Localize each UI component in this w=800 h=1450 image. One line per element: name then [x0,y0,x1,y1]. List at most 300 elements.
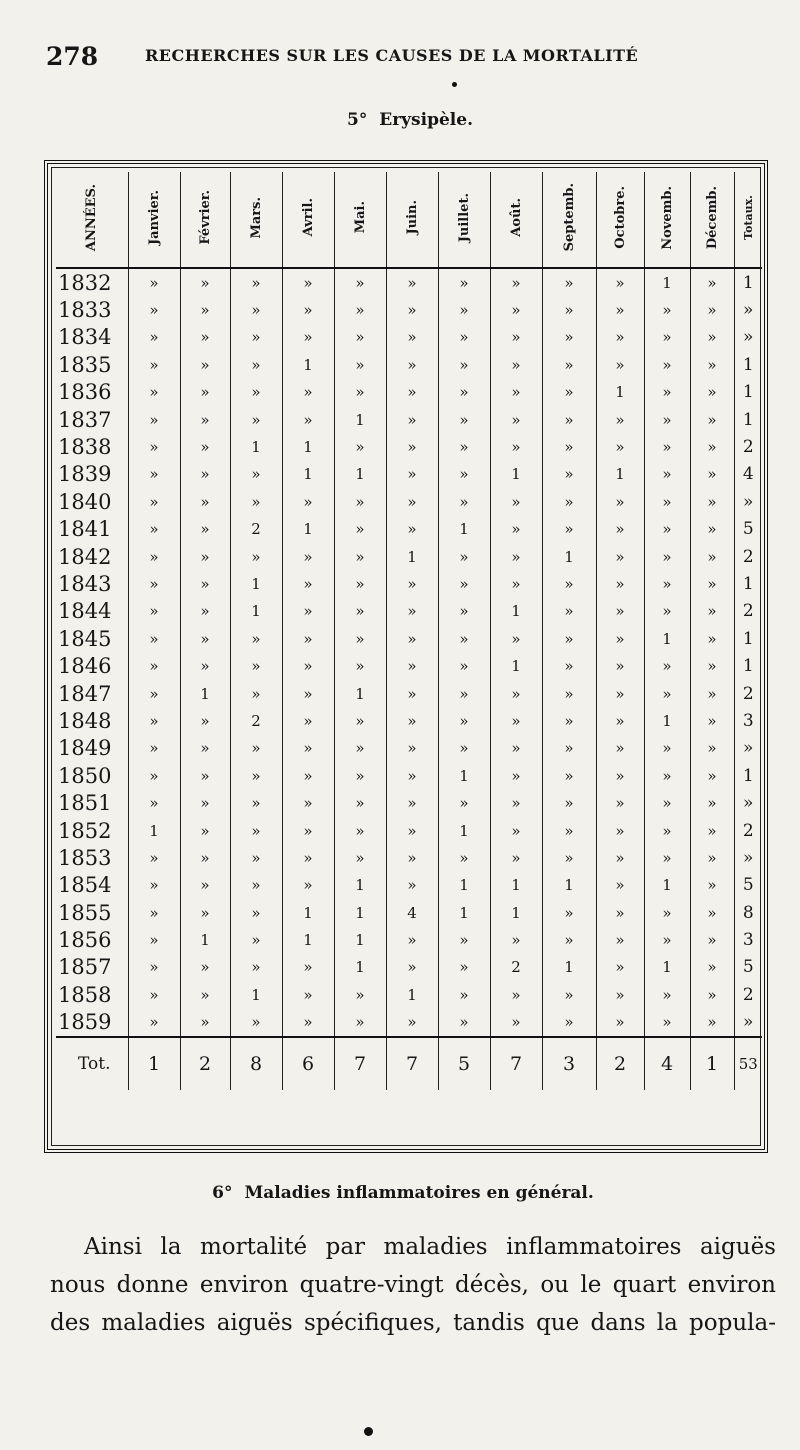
row-total-cell: 1 [734,570,762,597]
month-cell: 1 [596,379,644,406]
row-total-cell: 8 [734,899,762,926]
month-cell: » [490,817,542,844]
month-cell: » [180,954,230,981]
month-cell: » [542,296,596,323]
mortality-table [56,172,762,1090]
month-cell: » [128,461,180,488]
month-cell: » [334,570,386,597]
month-cell: » [282,324,334,351]
month-cell: » [644,762,690,789]
month-cell: 1 [438,899,490,926]
month-cell: » [490,680,542,707]
month-cell: 1 [334,680,386,707]
month-cell: » [386,379,438,406]
table-row [56,789,762,816]
month-cell: » [128,899,180,926]
table-row [56,488,762,515]
month-cell: » [282,268,334,296]
month-cell: » [690,954,734,981]
month-cell: » [596,954,644,981]
month-cell: » [386,735,438,762]
month-cell: » [128,516,180,543]
month-cell: » [490,516,542,543]
row-total-cell: 1 [734,625,762,652]
subsection-heading [0,1183,800,1203]
month-cell: » [644,844,690,871]
month-cell: 1 [490,872,542,899]
month-cell: » [490,543,542,570]
month-cell: » [128,488,180,515]
month-total-cell: 6 [282,1037,334,1090]
month-cell: » [282,488,334,515]
month-cell: » [128,981,180,1008]
year-cell: 1845 [58,626,112,651]
month-cell: » [282,817,334,844]
table-row [56,625,762,652]
column-header [230,172,282,268]
table-row [56,680,762,707]
month-cell: » [690,844,734,871]
month-cell: » [438,351,490,378]
column-header-label: Février. [197,190,213,245]
month-cell: » [230,652,282,679]
month-cell: » [128,570,180,597]
month-total-cell: 7 [334,1037,386,1090]
month-cell: » [438,789,490,816]
month-total-cell: 7 [490,1037,542,1090]
month-cell: » [644,433,690,460]
month-cell: » [690,926,734,953]
month-cell: » [490,625,542,652]
month-cell: » [386,680,438,707]
month-cell: » [282,954,334,981]
month-cell: » [644,351,690,378]
month-cell: » [690,516,734,543]
month-cell: » [386,954,438,981]
month-cell: » [386,762,438,789]
month-cell: » [230,1009,282,1037]
month-cell: » [334,652,386,679]
month-cell: » [128,872,180,899]
month-cell: » [644,570,690,597]
month-cell: » [128,926,180,953]
month-cell: » [180,1009,230,1037]
month-cell: » [438,461,490,488]
month-cell: » [542,981,596,1008]
subsection-title: Maladies inflammatoires en général. [244,1183,594,1203]
month-cell: » [644,1009,690,1037]
month-cell: » [128,324,180,351]
month-cell: » [596,598,644,625]
month-cell: » [690,433,734,460]
month-cell: » [644,379,690,406]
table-row [56,324,762,351]
month-cell: » [438,406,490,433]
row-total-cell: » [734,1009,762,1037]
month-cell: » [490,981,542,1008]
row-total-cell: 1 [734,406,762,433]
month-cell: » [542,598,596,625]
month-cell: » [334,351,386,378]
month-cell: » [438,296,490,323]
month-cell: » [180,406,230,433]
month-cell: » [490,324,542,351]
month-cell: » [596,488,644,515]
column-header-label: Octobre. [612,186,628,249]
month-cell: » [644,652,690,679]
year-cell: 1844 [58,599,112,624]
month-cell: » [690,351,734,378]
month-cell: » [180,844,230,871]
month-cell: » [180,981,230,1008]
month-cell: » [490,844,542,871]
month-cell: » [644,543,690,570]
month-cell: » [490,789,542,816]
month-cell: » [282,598,334,625]
month-cell: » [596,680,644,707]
month-cell: » [180,735,230,762]
month-cell: 1 [438,872,490,899]
month-cell: 1 [542,543,596,570]
month-cell: » [596,652,644,679]
month-cell: » [542,707,596,734]
row-total-cell: 1 [734,268,762,296]
month-cell: » [386,598,438,625]
month-cell: » [690,899,734,926]
month-cell: » [438,433,490,460]
year-cell: 1834 [58,325,112,350]
month-cell: 1 [644,954,690,981]
month-cell: » [230,461,282,488]
month-cell: » [334,296,386,323]
month-cell: » [282,296,334,323]
month-cell: » [230,762,282,789]
month-cell: » [128,954,180,981]
month-cell: » [644,680,690,707]
year-cell: 1848 [58,708,112,733]
year-cell: 1850 [58,763,112,788]
month-total-cell: 1 [128,1037,180,1090]
year-cell: 1858 [58,982,112,1007]
year-cell: 1849 [58,736,112,761]
month-cell: » [490,926,542,953]
year-cell: 1837 [58,407,112,432]
month-cell: » [596,735,644,762]
month-cell: 1 [542,954,596,981]
month-cell: » [542,735,596,762]
month-cell: » [128,296,180,323]
running-title: RECHERCHES SUR LES CAUSES DE LA MORTALITÉ [145,46,639,65]
month-cell: 2 [230,707,282,734]
month-cell: » [644,926,690,953]
month-total-cell: 1 [690,1037,734,1090]
month-cell: » [386,652,438,679]
month-cell: 1 [282,461,334,488]
month-cell: » [644,981,690,1008]
month-cell: » [690,872,734,899]
month-cell: » [644,406,690,433]
month-cell: » [438,379,490,406]
table-row [56,899,762,926]
year-cell: 1839 [58,462,112,487]
table-row [56,652,762,679]
month-cell: » [386,872,438,899]
table-row [56,954,762,981]
month-cell: » [542,433,596,460]
column-header [282,172,334,268]
table-row [56,296,762,323]
month-cell: » [386,707,438,734]
month-cell: » [596,981,644,1008]
month-cell: » [128,268,180,296]
month-cell: » [230,406,282,433]
table-row [56,543,762,570]
month-cell: » [282,625,334,652]
month-cell: » [438,324,490,351]
month-cell: » [490,296,542,323]
month-total-cell: 4 [644,1037,690,1090]
month-cell: » [596,1009,644,1037]
month-cell: » [438,625,490,652]
year-cell: 1838 [58,435,112,460]
month-cell: » [128,735,180,762]
table-row [56,268,762,296]
month-cell: » [180,461,230,488]
month-cell: » [644,598,690,625]
month-cell: » [596,433,644,460]
month-cell: » [386,324,438,351]
year-cell: 1851 [58,791,112,816]
month-cell: 1 [334,406,386,433]
column-header-label: Août. [508,198,524,237]
month-cell: » [490,570,542,597]
month-cell: » [180,817,230,844]
month-cell: » [690,817,734,844]
month-cell: 1 [334,926,386,953]
column-header-years [56,172,128,268]
month-cell: » [180,899,230,926]
month-cell: » [596,516,644,543]
month-cell: » [128,351,180,378]
row-total-cell: 3 [734,707,762,734]
month-cell: » [180,296,230,323]
month-cell: » [690,735,734,762]
row-total-cell: 2 [734,981,762,1008]
month-cell: » [282,1009,334,1037]
month-cell: » [386,625,438,652]
month-cell: » [438,598,490,625]
month-cell: » [386,570,438,597]
month-cell: » [490,406,542,433]
month-cell: » [596,570,644,597]
month-cell: 1 [386,981,438,1008]
month-cell: » [690,461,734,488]
month-cell: » [128,598,180,625]
column-header [596,172,644,268]
totals-row [56,1037,762,1090]
month-cell: » [128,680,180,707]
month-cell: » [596,625,644,652]
year-cell: 1840 [58,489,112,514]
month-cell: » [596,844,644,871]
month-cell: » [490,351,542,378]
column-header-label: Septemb. [561,183,577,252]
month-cell: » [334,516,386,543]
row-total-cell: 2 [734,680,762,707]
month-cell: » [596,351,644,378]
month-cell: » [542,789,596,816]
month-cell: » [180,652,230,679]
month-cell: » [230,954,282,981]
month-cell: » [438,844,490,871]
month-cell: » [180,872,230,899]
column-header [644,172,690,268]
month-cell: » [230,899,282,926]
month-cell: » [386,516,438,543]
row-total-cell: 1 [734,379,762,406]
month-cell: » [180,762,230,789]
month-total-cell: 2 [180,1037,230,1090]
page-number: 278 [46,42,99,71]
month-cell: » [128,707,180,734]
section-title: Erysipèle. [379,110,473,130]
month-cell: » [596,268,644,296]
month-cell: » [334,324,386,351]
month-cell: 1 [128,817,180,844]
month-cell: » [690,543,734,570]
month-cell: 2 [230,516,282,543]
month-cell: » [180,707,230,734]
month-cell: » [438,652,490,679]
section-heading [0,110,800,130]
month-cell: » [334,762,386,789]
month-cell: » [690,707,734,734]
month-cell: » [128,543,180,570]
month-cell: 1 [438,516,490,543]
column-header [490,172,542,268]
month-cell: » [542,570,596,597]
month-cell: » [230,625,282,652]
month-cell: 1 [282,351,334,378]
column-header-label: Mai. [352,201,368,234]
month-cell: » [490,268,542,296]
month-cell: » [282,406,334,433]
month-cell: » [230,680,282,707]
month-cell: » [334,844,386,871]
month-cell: » [490,1009,542,1037]
month-cell: » [230,268,282,296]
month-cell: » [282,762,334,789]
month-cell: » [180,625,230,652]
row-total-cell: 1 [734,652,762,679]
year-cell: 1835 [58,352,112,377]
month-cell: » [644,324,690,351]
month-cell: » [490,707,542,734]
month-cell: 1 [438,817,490,844]
column-header [690,172,734,268]
body-paragraph [50,1228,776,1342]
month-cell: » [128,844,180,871]
month-cell: » [230,926,282,953]
month-cell: » [690,652,734,679]
month-cell: » [282,379,334,406]
column-header [734,172,762,268]
month-cell: 1 [334,872,386,899]
month-cell: » [334,1009,386,1037]
month-cell: » [690,296,734,323]
row-total-cell: 2 [734,433,762,460]
year-cell: 1857 [58,955,112,980]
month-cell: » [644,817,690,844]
column-header [334,172,386,268]
row-total-cell: 4 [734,461,762,488]
row-total-cell: 2 [734,598,762,625]
month-cell: » [128,406,180,433]
year-cell: 1846 [58,654,112,679]
column-header-label: Juin. [404,200,420,235]
month-cell: » [230,735,282,762]
month-cell: » [180,543,230,570]
row-total-cell: » [734,844,762,871]
month-cell: 1 [334,899,386,926]
year-cell: 1841 [58,517,112,542]
column-header [386,172,438,268]
month-cell: » [282,981,334,1008]
row-total-cell: » [734,735,762,762]
month-cell: » [644,789,690,816]
month-cell: » [128,1009,180,1037]
month-cell: » [230,872,282,899]
month-cell: » [230,351,282,378]
month-cell: » [596,707,644,734]
month-cell: » [334,543,386,570]
month-cell: » [690,570,734,597]
year-cell: 1833 [58,298,112,323]
month-cell: » [596,872,644,899]
table-row [56,817,762,844]
column-header-label: Mars. [248,196,264,239]
mortality-table-frame [44,160,768,1153]
month-cell: 1 [490,461,542,488]
table-row [56,598,762,625]
month-cell: 1 [282,516,334,543]
month-cell: » [230,789,282,816]
month-cell: » [128,789,180,816]
month-cell: » [334,268,386,296]
row-total-cell: 5 [734,954,762,981]
row-total-cell: » [734,296,762,323]
month-cell: » [334,433,386,460]
month-cell: » [230,543,282,570]
table-row [56,379,762,406]
month-cell: » [542,351,596,378]
month-cell: » [542,379,596,406]
month-cell: » [644,899,690,926]
month-cell: 1 [180,926,230,953]
month-cell: » [542,516,596,543]
month-cell: » [596,789,644,816]
month-cell: 1 [282,926,334,953]
month-cell: 1 [438,762,490,789]
month-cell: 1 [230,598,282,625]
body-line: Ainsi la mortalité par maladies inflammatoires aiguës [84,1234,776,1260]
month-cell: » [596,926,644,953]
month-cell: 1 [282,433,334,460]
year-cell: 1856 [58,928,112,953]
row-total-cell: » [734,789,762,816]
month-cell: » [334,488,386,515]
month-cell: » [542,324,596,351]
